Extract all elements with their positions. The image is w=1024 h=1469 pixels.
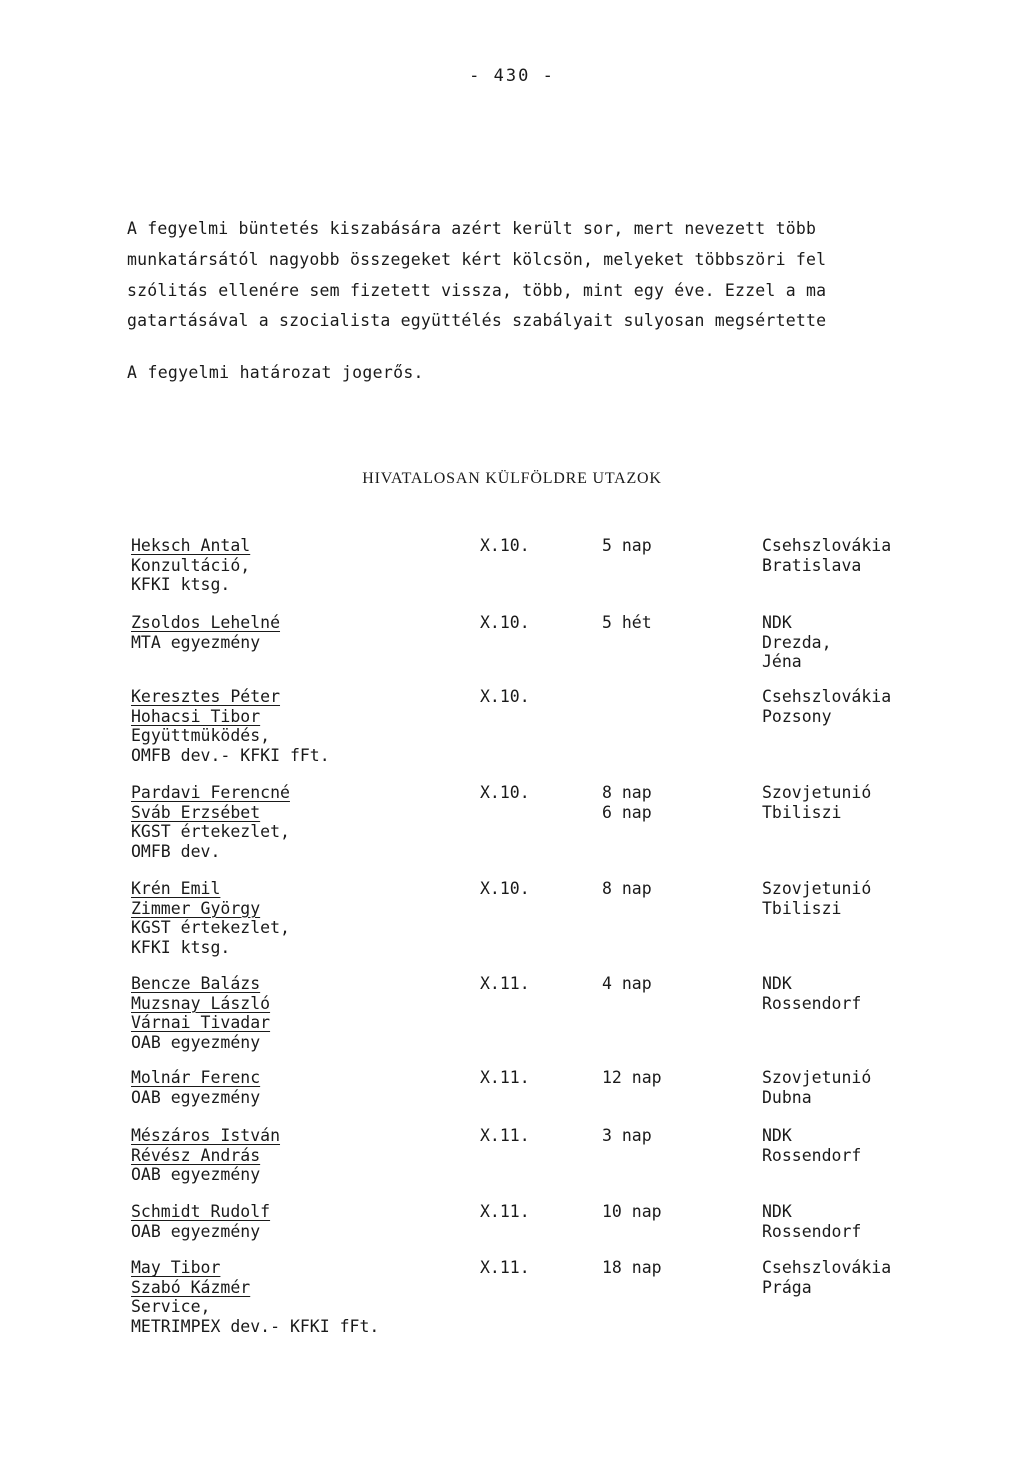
traveler-name: Hohacsi Tibor (131, 706, 261, 726)
trip-destination: Szovjetunió (762, 879, 872, 898)
trip-purpose: OAB egyezmény (131, 1087, 261, 1107)
trip-duration: 6 nap (602, 802, 652, 822)
traveler-name: Zsoldos Lehelné (131, 613, 281, 632)
trip-destination: Drezda, (762, 632, 832, 652)
trip-destination: Csehszlovákia (762, 1258, 892, 1277)
trip-duration: 10 nap (602, 1202, 662, 1221)
trip-date: X.11. (480, 1068, 530, 1087)
traveler-name: Molnár Ferenc (131, 1068, 261, 1087)
destination-column (762, 687, 962, 726)
trip-destination: Prága (762, 1277, 812, 1297)
trip-purpose: OMFB dev. (131, 841, 221, 861)
trip-destination: Jéna (762, 652, 802, 672)
trip-destination: Szovjetunió (762, 783, 872, 802)
trip-destination: NDK (762, 974, 792, 993)
trip-purpose: OAB egyezmény (131, 1032, 261, 1052)
trip-purpose: KGST értekezlet, (131, 822, 290, 842)
trip-date: X.11. (480, 1126, 530, 1145)
trip-purpose: OMFB dev.- KFKI fFt. (131, 745, 330, 765)
trip-destination: NDK (762, 1202, 792, 1221)
trip-destination: Tbiliszi (762, 802, 842, 822)
trip-destination: Pozsony (762, 706, 832, 726)
travelers-column (131, 974, 451, 1052)
destination-column (762, 536, 962, 575)
trip-duration: 4 nap (602, 974, 652, 993)
travelers-column (131, 879, 451, 957)
traveler-name: May Tibor (131, 1258, 221, 1277)
duration-column (602, 783, 712, 822)
trip-date: X.10. (480, 687, 530, 706)
trip-destination: Bratislava (762, 555, 862, 575)
traveler-name: Zimmer György (131, 898, 261, 918)
trip-duration: 8 nap (602, 783, 652, 802)
travelers-column (131, 536, 451, 595)
trip-purpose: METRIMPEX dev.- KFKI fFt. (131, 1316, 380, 1336)
section-heading: HIVATALOSAN KÜLFÖLDRE UTAZOK (362, 470, 662, 487)
trip-date: X.11. (480, 1258, 530, 1277)
traveler-name: Keresztes Péter (131, 687, 281, 706)
trip-purpose: Együttmüködés, (131, 726, 271, 746)
duration-column (602, 1258, 712, 1278)
traveler-name: Mészáros István (131, 1126, 281, 1145)
trip-purpose: OAB egyezmény (131, 1165, 261, 1185)
trip-duration: 3 nap (602, 1126, 652, 1145)
destination-column (762, 1202, 962, 1241)
trip-purpose: KFKI ktsg. (131, 575, 231, 595)
trip-destination: Tbiliszi (762, 898, 842, 918)
traveler-name: Schmidt Rudolf (131, 1202, 271, 1221)
trip-destination: Rossendorf (762, 993, 862, 1013)
disciplinary-paragraph (127, 214, 927, 337)
trip-destination: Szovjetunió (762, 1068, 872, 1087)
duration-column (602, 974, 712, 994)
destination-column (762, 1258, 962, 1297)
traveler-name: Bencze Balázs (131, 974, 261, 993)
trip-purpose: KFKI ktsg. (131, 937, 231, 957)
paragraph-line: munkatársától nagyobb összegeket kért kölcsön, melyeket többszöri fel (127, 249, 827, 269)
traveler-name: Révész András (131, 1145, 261, 1165)
destination-column (762, 879, 962, 918)
travelers-column (131, 783, 451, 861)
trip-duration: 5 hét (602, 613, 652, 632)
duration-column (602, 536, 712, 556)
trip-date: X.10. (480, 879, 530, 898)
trip-purpose: KGST értekezlet, (131, 918, 290, 938)
duration-column (602, 613, 712, 633)
page-number: - 430 - (469, 66, 555, 86)
trip-purpose: Konzultáció, (131, 555, 251, 575)
trip-duration: 12 nap (602, 1068, 662, 1087)
travelers-column (131, 687, 451, 765)
trip-date: X.10. (480, 613, 530, 632)
travelers-column (131, 613, 451, 652)
trip-purpose: MTA egyezmény (131, 632, 261, 652)
paragraph-line: szólitás ellenére sem fizetett vissza, több, mint egy éve. Ezzel a ma (127, 280, 827, 300)
trip-destination: NDK (762, 1126, 792, 1145)
destination-column (762, 974, 962, 1013)
trip-destination: Rossendorf (762, 1221, 862, 1241)
trip-purpose: Service, (131, 1297, 211, 1317)
trip-duration: 18 nap (602, 1258, 662, 1277)
trip-duration: 8 nap (602, 879, 652, 898)
paragraph-line: A fegyelmi büntetés kiszabására azért került sor, mert nevezett több (127, 219, 817, 238)
destination-column (762, 1126, 962, 1165)
destination-column (762, 783, 962, 822)
trip-destination: Dubna (762, 1087, 812, 1107)
duration-column (602, 1068, 712, 1088)
trip-date: X.10. (480, 536, 530, 555)
destination-column (762, 613, 962, 672)
trip-destination: Csehszlovákia (762, 687, 892, 706)
traveler-name: Pardavi Ferencné (131, 783, 290, 802)
paragraph-line: gatartásával a szocialista együttélés szabályait sulyosan megsértette (127, 311, 827, 331)
destination-column (762, 1068, 962, 1107)
trip-destination: Csehszlovákia (762, 536, 892, 555)
duration-column (602, 879, 712, 899)
traveler-name: Muzsnay László (131, 993, 271, 1013)
traveler-name: Heksch Antal (131, 536, 251, 555)
trip-date: X.11. (480, 974, 530, 993)
traveler-name: Várnai Tivadar (131, 1013, 271, 1033)
traveler-name: Krén Emil (131, 879, 221, 898)
duration-column (602, 1202, 712, 1222)
trip-duration: 5 nap (602, 536, 652, 555)
traveler-name: Sváb Erzsébet (131, 802, 261, 822)
travelers-column (131, 1202, 451, 1241)
traveler-name: Szabó Kázmér (131, 1277, 251, 1297)
duration-column (602, 1126, 712, 1146)
trip-date: X.11. (480, 1202, 530, 1221)
trip-purpose: OAB egyezmény (131, 1221, 261, 1241)
trip-date: X.10. (480, 783, 530, 802)
trip-destination: Rossendorf (762, 1145, 862, 1165)
travelers-column (131, 1258, 451, 1336)
travelers-column (131, 1126, 451, 1185)
trip-destination: NDK (762, 613, 792, 632)
verdict-statement: A fegyelmi határozat jogerős. (127, 363, 424, 382)
travelers-column (131, 1068, 451, 1107)
